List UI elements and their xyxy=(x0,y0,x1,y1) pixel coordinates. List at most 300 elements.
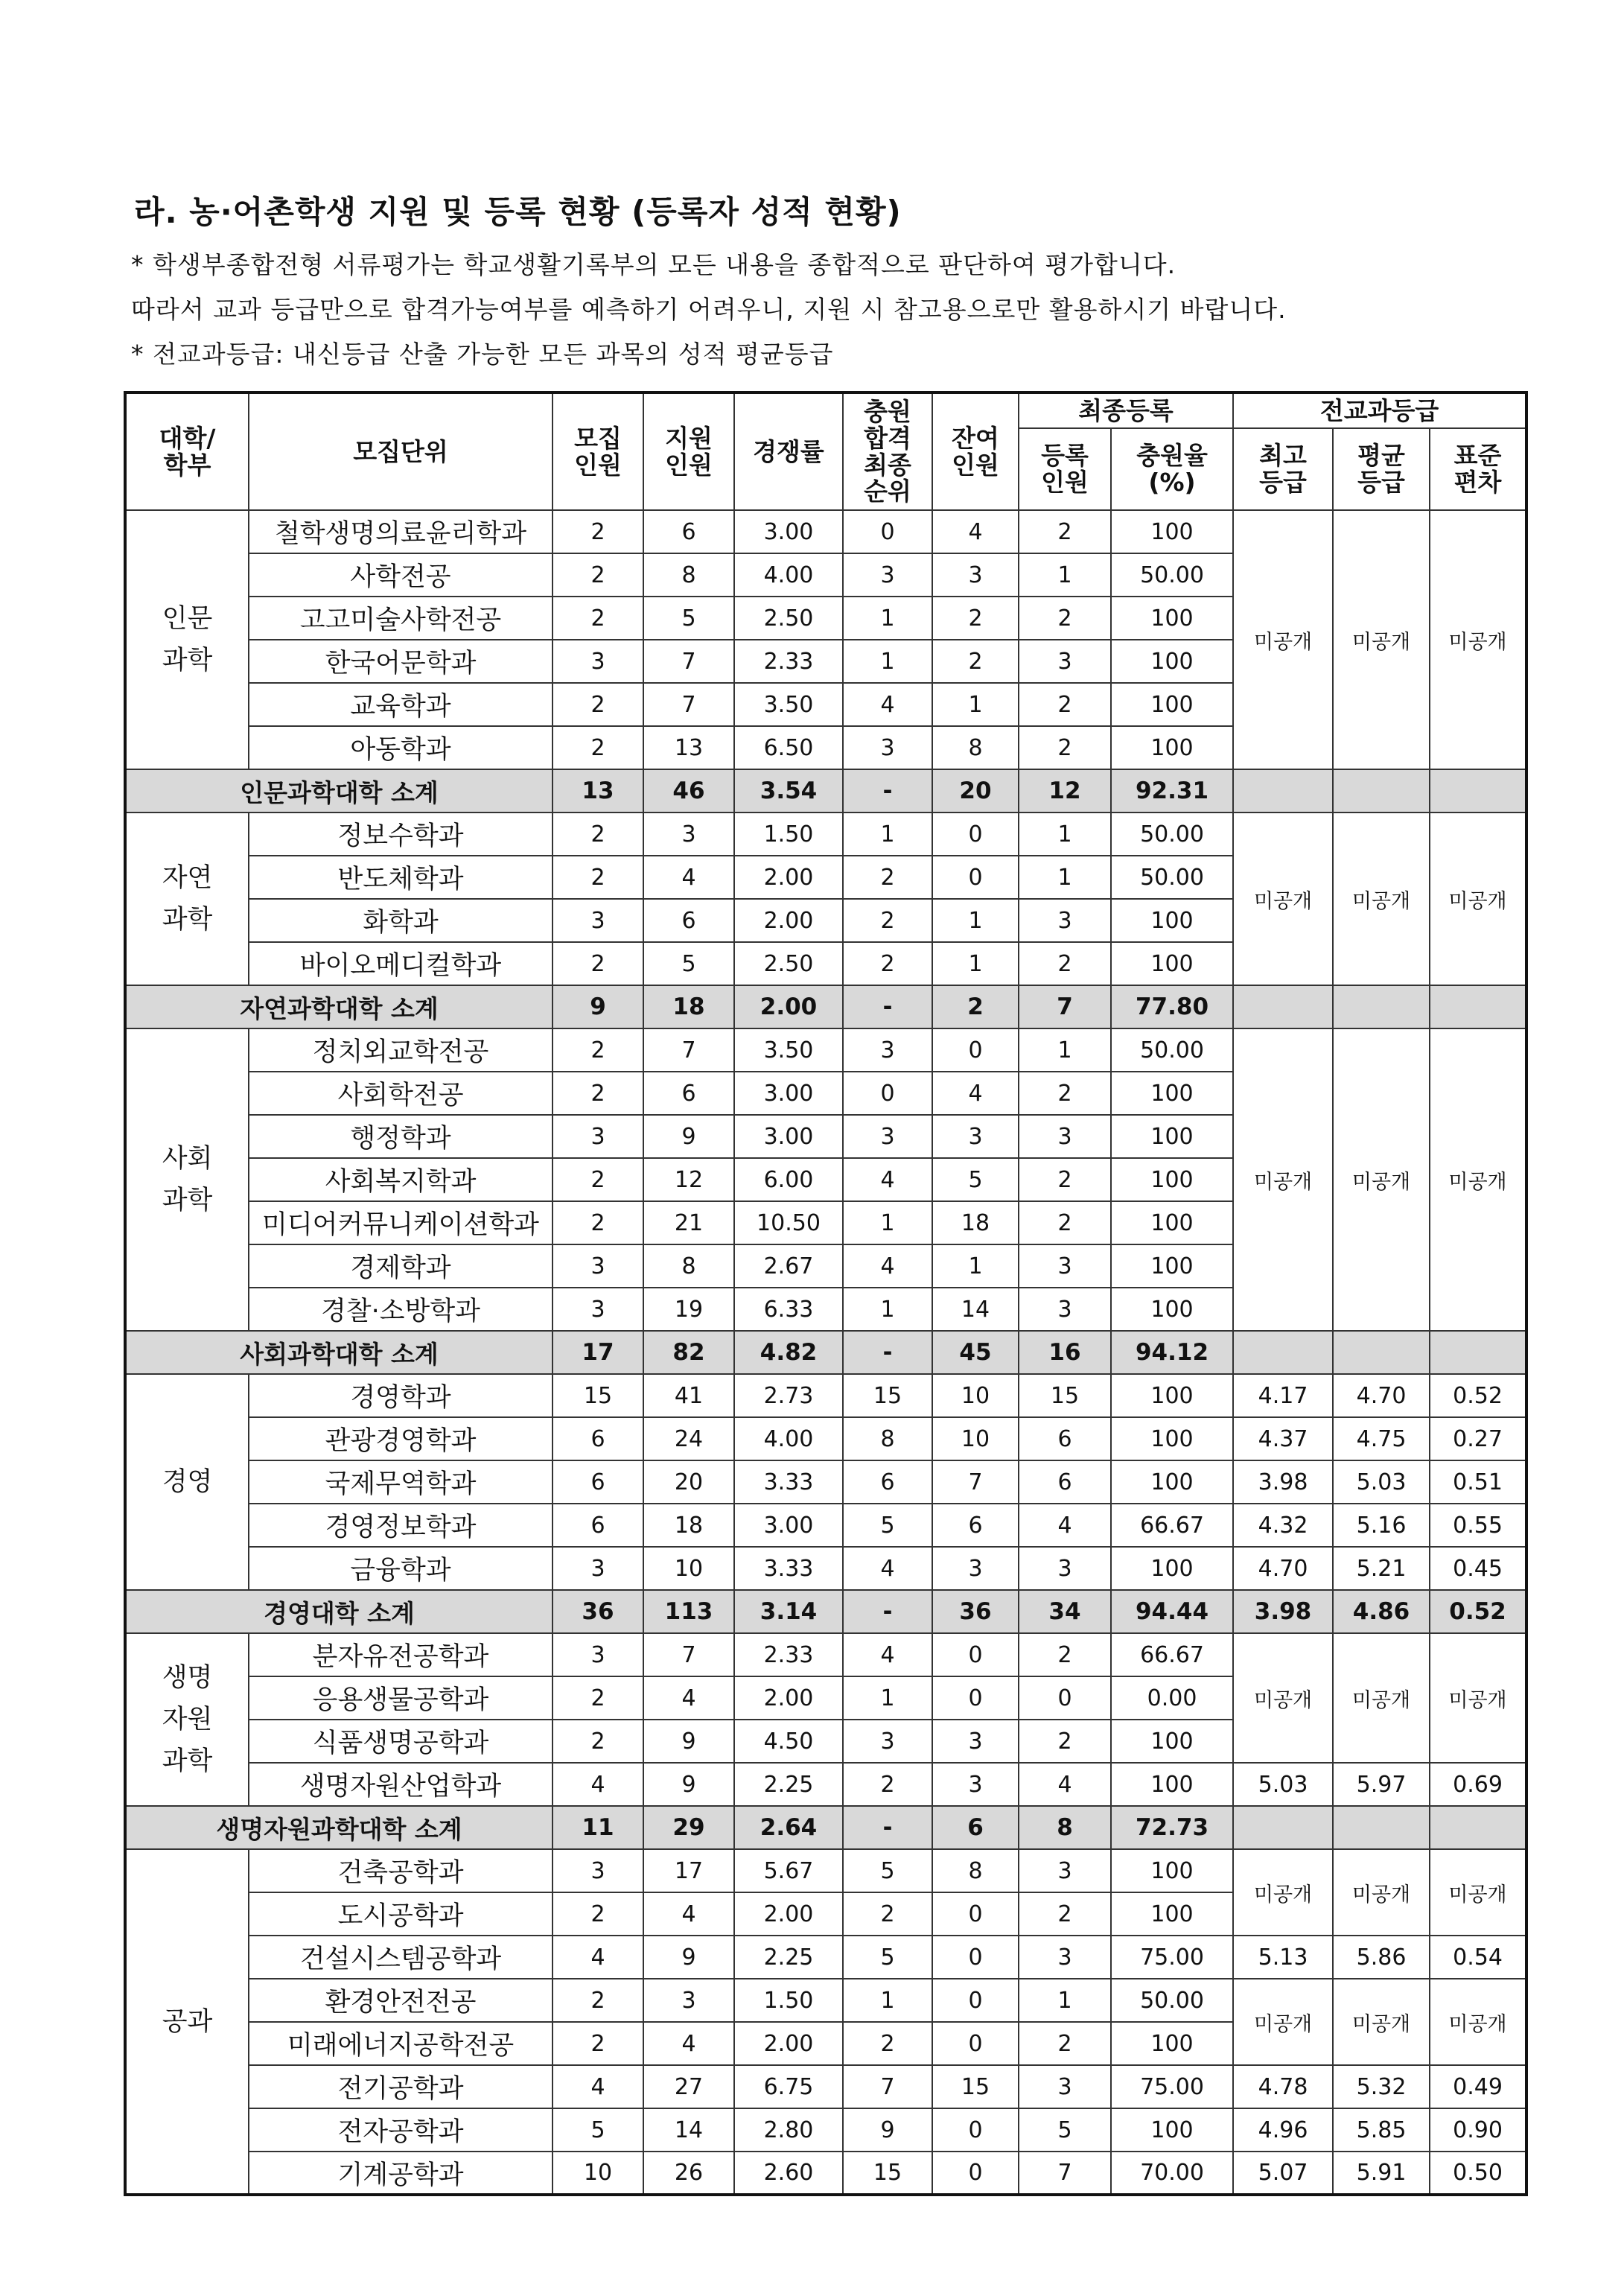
subtotal-cell: 2 xyxy=(932,985,1019,1028)
subtotal-row xyxy=(125,1806,1526,1849)
header-std-deviation: 표준 편차 xyxy=(1430,428,1526,510)
registered-count-cell: 1 xyxy=(1019,1028,1111,1072)
applicants-cell: 8 xyxy=(643,1244,734,1288)
remaining-cell: 7 xyxy=(932,1460,1019,1504)
waitlist-rank-cell: 2 xyxy=(843,856,932,899)
ratio-cell: 1.50 xyxy=(734,812,843,856)
registered-count-cell: 6 xyxy=(1019,1417,1111,1460)
unit-name: 바이오메디컬학과 xyxy=(249,942,553,985)
subtotal-cell: 113 xyxy=(643,1590,734,1633)
remaining-cell: 3 xyxy=(932,1547,1019,1590)
applicants-cell: 18 xyxy=(643,1504,734,1547)
table-row xyxy=(125,1633,1526,1676)
header-average-grade: 평균 등급 xyxy=(1333,428,1430,510)
waitlist-rank-cell: 1 xyxy=(843,1288,932,1331)
remaining-cell: 1 xyxy=(932,899,1019,942)
applicants-cell: 14 xyxy=(643,2108,734,2152)
ratio-cell: 6.00 xyxy=(734,1158,843,1201)
avg-grade-cell: 5.03 xyxy=(1333,1460,1430,1504)
quota-cell: 4 xyxy=(553,2065,643,2108)
std-dev-cell: 0.50 xyxy=(1430,2152,1526,2195)
quota-cell: 2 xyxy=(553,1028,643,1072)
fill-rate-cell: 100 xyxy=(1111,1720,1233,1763)
waitlist-rank-cell: 4 xyxy=(843,1547,932,1590)
subtotal-cell: 8 xyxy=(1019,1806,1111,1849)
subtotal-cell: 6 xyxy=(932,1806,1019,1849)
subtotal-cell: 4.82 xyxy=(734,1331,843,1374)
subtotal-cell: - xyxy=(843,1331,932,1374)
subtotal-cell xyxy=(1430,1331,1526,1374)
subtotal-label: 경영대학 소계 xyxy=(125,1590,553,1633)
unit-name: 화학과 xyxy=(249,899,553,942)
subtotal-cell xyxy=(1233,1331,1333,1374)
ratio-cell: 2.00 xyxy=(734,899,843,942)
remaining-cell: 4 xyxy=(932,510,1019,553)
fill-rate-cell: 66.67 xyxy=(1111,1633,1233,1676)
std-dev-cell: 0.52 xyxy=(1430,1374,1526,1417)
unit-name: 전자공학과 xyxy=(249,2108,553,2152)
subtotal-cell: 36 xyxy=(932,1590,1019,1633)
quota-cell: 10 xyxy=(553,2152,643,2195)
fill-rate-cell: 100 xyxy=(1111,1072,1233,1115)
admission-table xyxy=(124,391,1528,2196)
registered-count-cell: 3 xyxy=(1019,2065,1111,2108)
avg-grade-cell: 5.32 xyxy=(1333,2065,1430,2108)
waitlist-rank-cell: 3 xyxy=(843,553,932,597)
subtotal-cell: 3.54 xyxy=(734,769,843,812)
applicants-cell: 7 xyxy=(643,640,734,683)
subtotal-cell xyxy=(1333,985,1430,1028)
std-dev-cell: 0.54 xyxy=(1430,1936,1526,1979)
ratio-cell: 6.33 xyxy=(734,1288,843,1331)
quota-cell: 3 xyxy=(553,1547,643,1590)
unit-name: 아동학과 xyxy=(249,726,553,769)
subtotal-cell: 13 xyxy=(553,769,643,812)
quota-cell: 2 xyxy=(553,1201,643,1244)
waitlist-rank-cell: 1 xyxy=(843,1979,932,2022)
quota-cell: 5 xyxy=(553,2108,643,2152)
avg-grade-cell: 미공개 xyxy=(1333,1633,1430,1763)
subtotal-cell: 77.80 xyxy=(1111,985,1233,1028)
subtotal-cell: 92.31 xyxy=(1111,769,1233,812)
subtotal-cell: 12 xyxy=(1019,769,1111,812)
subtotal-cell: 72.73 xyxy=(1111,1806,1233,1849)
registered-count-cell: 1 xyxy=(1019,1979,1111,2022)
subtotal-cell: 0.52 xyxy=(1430,1590,1526,1633)
std-dev-cell: 0.90 xyxy=(1430,2108,1526,2152)
quota-cell: 2 xyxy=(553,2022,643,2065)
subtotal-cell: 20 xyxy=(932,769,1019,812)
subtotal-row xyxy=(125,1331,1526,1374)
subtotal-cell: 2.64 xyxy=(734,1806,843,1849)
applicants-cell: 6 xyxy=(643,510,734,553)
quota-cell: 2 xyxy=(553,1158,643,1201)
college-name: 인문 과학 xyxy=(125,510,249,769)
remaining-cell: 5 xyxy=(932,1158,1019,1201)
avg-grade-cell: 5.85 xyxy=(1333,2108,1430,2152)
remaining-cell: 0 xyxy=(932,1979,1019,2022)
waitlist-rank-cell: 8 xyxy=(843,1417,932,1460)
ratio-cell: 2.00 xyxy=(734,1892,843,1936)
max-grade-cell: 5.13 xyxy=(1233,1936,1333,1979)
std-dev-cell: 미공개 xyxy=(1430,1633,1526,1763)
unit-name: 정치외교학전공 xyxy=(249,1028,553,1072)
table-row xyxy=(125,1936,1526,1979)
registered-count-cell: 1 xyxy=(1019,856,1111,899)
waitlist-rank-cell: 15 xyxy=(843,1374,932,1417)
table-row xyxy=(125,1460,1526,1504)
fill-rate-cell: 100 xyxy=(1111,1158,1233,1201)
waitlist-rank-cell: 4 xyxy=(843,1158,932,1201)
subtotal-row xyxy=(125,1590,1526,1633)
remaining-cell: 15 xyxy=(932,2065,1019,2108)
fill-rate-cell: 66.67 xyxy=(1111,1504,1233,1547)
registered-count-cell: 2 xyxy=(1019,1072,1111,1115)
applicants-cell: 9 xyxy=(643,1720,734,1763)
max-grade-cell: 4.32 xyxy=(1233,1504,1333,1547)
remaining-cell: 0 xyxy=(932,1676,1019,1720)
subtotal-label: 생명자원과학대학 소계 xyxy=(125,1806,553,1849)
applicants-cell: 10 xyxy=(643,1547,734,1590)
registered-count-cell: 3 xyxy=(1019,1244,1111,1288)
remaining-cell: 0 xyxy=(932,812,1019,856)
ratio-cell: 3.33 xyxy=(734,1460,843,1504)
quota-cell: 2 xyxy=(553,553,643,597)
ratio-cell: 2.80 xyxy=(734,2108,843,2152)
quota-cell: 2 xyxy=(553,942,643,985)
applicants-cell: 20 xyxy=(643,1460,734,1504)
registered-count-cell: 2 xyxy=(1019,1201,1111,1244)
waitlist-rank-cell: 5 xyxy=(843,1504,932,1547)
applicants-cell: 9 xyxy=(643,1936,734,1979)
unit-name: 교육학과 xyxy=(249,683,553,726)
waitlist-rank-cell: 6 xyxy=(843,1460,932,1504)
applicants-cell: 4 xyxy=(643,1892,734,1936)
unit-name: 전기공학과 xyxy=(249,2065,553,2108)
unit-name: 건축공학과 xyxy=(249,1849,553,1892)
std-dev-cell: 0.27 xyxy=(1430,1417,1526,1460)
avg-grade-cell: 4.70 xyxy=(1333,1374,1430,1417)
ratio-cell: 5.67 xyxy=(734,1849,843,1892)
applicants-cell: 26 xyxy=(643,2152,734,2195)
std-dev-cell: 미공개 xyxy=(1430,510,1526,769)
ratio-cell: 3.50 xyxy=(734,683,843,726)
subtotal-cell: 11 xyxy=(553,1806,643,1849)
max-grade-cell: 4.78 xyxy=(1233,2065,1333,2108)
fill-rate-cell: 100 xyxy=(1111,726,1233,769)
fill-rate-cell: 0.00 xyxy=(1111,1676,1233,1720)
subtotal-cell: 16 xyxy=(1019,1331,1111,1374)
registered-count-cell: 3 xyxy=(1019,1115,1111,1158)
subtotal-cell: - xyxy=(843,1590,932,1633)
header-waitlist-rank: 충원 합격 최종 순위 xyxy=(843,392,932,510)
fill-rate-cell: 100 xyxy=(1111,1115,1233,1158)
subtotal-cell xyxy=(1333,769,1430,812)
subtotal-label: 자연과학대학 소계 xyxy=(125,985,553,1028)
ratio-cell: 2.00 xyxy=(734,2022,843,2065)
unit-name: 정보수학과 xyxy=(249,812,553,856)
avg-grade-cell: 5.21 xyxy=(1333,1547,1430,1590)
fill-rate-cell: 100 xyxy=(1111,1892,1233,1936)
max-grade-cell: 4.37 xyxy=(1233,1417,1333,1460)
std-dev-cell: 미공개 xyxy=(1430,1028,1526,1331)
waitlist-rank-cell: 9 xyxy=(843,2108,932,2152)
max-grade-cell: 미공개 xyxy=(1233,1849,1333,1936)
quota-cell: 3 xyxy=(553,1244,643,1288)
applicants-cell: 6 xyxy=(643,899,734,942)
remaining-cell: 1 xyxy=(932,683,1019,726)
unit-name: 응용생물공학과 xyxy=(249,1676,553,1720)
unit-name: 한국어문학과 xyxy=(249,640,553,683)
note-evaluation: * 학생부종합전형 서류평가는 학교생활기록부의 모든 내용을 종합적으로 판단하여 평가합니다. xyxy=(131,250,1176,279)
unit-name: 식품생명공학과 xyxy=(249,1720,553,1763)
waitlist-rank-cell: 2 xyxy=(843,942,932,985)
waitlist-rank-cell: 2 xyxy=(843,899,932,942)
waitlist-rank-cell: 4 xyxy=(843,1633,932,1676)
avg-grade-cell: 미공개 xyxy=(1333,1849,1430,1936)
registered-count-cell: 2 xyxy=(1019,942,1111,985)
quota-cell: 2 xyxy=(553,597,643,640)
ratio-cell: 10.50 xyxy=(734,1201,843,1244)
waitlist-rank-cell: 1 xyxy=(843,1201,932,1244)
unit-name: 경제학과 xyxy=(249,1244,553,1288)
remaining-cell: 8 xyxy=(932,726,1019,769)
applicants-cell: 3 xyxy=(643,1979,734,2022)
fill-rate-cell: 100 xyxy=(1111,1763,1233,1806)
applicants-cell: 6 xyxy=(643,1072,734,1115)
max-grade-cell: 5.03 xyxy=(1233,1763,1333,1806)
fill-rate-cell: 100 xyxy=(1111,640,1233,683)
applicants-cell: 4 xyxy=(643,1676,734,1720)
fill-rate-cell: 100 xyxy=(1111,683,1233,726)
waitlist-rank-cell: 2 xyxy=(843,2022,932,2065)
registered-count-cell: 5 xyxy=(1019,2108,1111,2152)
max-grade-cell: 5.07 xyxy=(1233,2152,1333,2195)
table-row xyxy=(125,1374,1526,1417)
subtotal-cell: - xyxy=(843,1806,932,1849)
quota-cell: 2 xyxy=(553,510,643,553)
std-dev-cell: 0.51 xyxy=(1430,1460,1526,1504)
table-row xyxy=(125,1417,1526,1460)
fill-rate-cell: 100 xyxy=(1111,899,1233,942)
applicants-cell: 8 xyxy=(643,553,734,597)
unit-name: 금융학과 xyxy=(249,1547,553,1590)
table-body xyxy=(125,510,1526,2195)
registered-count-cell: 2 xyxy=(1019,597,1111,640)
registered-count-cell: 0 xyxy=(1019,1676,1111,1720)
registered-count-cell: 2 xyxy=(1019,1892,1111,1936)
table-row xyxy=(125,1547,1526,1590)
fill-rate-cell: 100 xyxy=(1111,597,1233,640)
unit-name: 고고미술사학전공 xyxy=(249,597,553,640)
quota-cell: 2 xyxy=(553,1979,643,2022)
fill-rate-cell: 100 xyxy=(1111,1374,1233,1417)
subtotal-cell xyxy=(1333,1331,1430,1374)
subtotal-cell xyxy=(1430,769,1526,812)
applicants-cell: 21 xyxy=(643,1201,734,1244)
subtotal-cell: 18 xyxy=(643,985,734,1028)
fill-rate-cell: 50.00 xyxy=(1111,812,1233,856)
header-all-subject-grade: 전교과등급 xyxy=(1233,392,1526,428)
avg-grade-cell: 미공개 xyxy=(1333,510,1430,769)
subtotal-cell xyxy=(1430,1806,1526,1849)
remaining-cell: 14 xyxy=(932,1288,1019,1331)
avg-grade-cell: 5.91 xyxy=(1333,2152,1430,2195)
applicants-cell: 9 xyxy=(643,1763,734,1806)
college-name: 공과 xyxy=(125,1849,249,2195)
ratio-cell: 2.60 xyxy=(734,2152,843,2195)
subtotal-cell: 7 xyxy=(1019,985,1111,1028)
applicants-cell: 3 xyxy=(643,812,734,856)
unit-name: 경영정보학과 xyxy=(249,1504,553,1547)
table-row xyxy=(125,510,1526,553)
applicants-cell: 5 xyxy=(643,597,734,640)
unit-name: 경찰·소방학과 xyxy=(249,1288,553,1331)
registered-count-cell: 2 xyxy=(1019,1633,1111,1676)
fill-rate-cell: 50.00 xyxy=(1111,1028,1233,1072)
fill-rate-cell: 100 xyxy=(1111,1547,1233,1590)
std-dev-cell: 미공개 xyxy=(1430,812,1526,985)
applicants-cell: 41 xyxy=(643,1374,734,1417)
fill-rate-cell: 100 xyxy=(1111,1201,1233,1244)
unit-name: 분자유전공학과 xyxy=(249,1633,553,1676)
fill-rate-cell: 100 xyxy=(1111,942,1233,985)
waitlist-rank-cell: 2 xyxy=(843,1763,932,1806)
max-grade-cell: 4.17 xyxy=(1233,1374,1333,1417)
college-name: 경영 xyxy=(125,1374,249,1590)
remaining-cell: 0 xyxy=(932,2022,1019,2065)
waitlist-rank-cell: 1 xyxy=(843,597,932,640)
table-row xyxy=(125,1763,1526,1806)
std-dev-cell: 0.55 xyxy=(1430,1504,1526,1547)
fill-rate-cell: 100 xyxy=(1111,1417,1233,1460)
std-dev-cell: 미공개 xyxy=(1430,1979,1526,2065)
max-grade-cell: 4.70 xyxy=(1233,1547,1333,1590)
page-title: 라. 농·어촌학생 지원 및 등록 현황 (등록자 성적 현황) xyxy=(134,194,902,230)
unit-name: 사회복지학과 xyxy=(249,1158,553,1201)
header-applicants: 지원 인원 xyxy=(643,392,734,510)
remaining-cell: 0 xyxy=(932,1028,1019,1072)
fill-rate-cell: 75.00 xyxy=(1111,2065,1233,2108)
quota-cell: 6 xyxy=(553,1504,643,1547)
waitlist-rank-cell: 3 xyxy=(843,1028,932,1072)
subtotal-label: 인문과학대학 소계 xyxy=(125,769,553,812)
avg-grade-cell: 5.86 xyxy=(1333,1936,1430,1979)
remaining-cell: 0 xyxy=(932,1936,1019,1979)
ratio-cell: 3.33 xyxy=(734,1547,843,1590)
remaining-cell: 0 xyxy=(932,1633,1019,1676)
remaining-cell: 1 xyxy=(932,1244,1019,1288)
fill-rate-cell: 100 xyxy=(1111,1288,1233,1331)
waitlist-rank-cell: 0 xyxy=(843,510,932,553)
header-college: 대학/ 학부 xyxy=(125,392,249,510)
subtotal-row xyxy=(125,985,1526,1028)
quota-cell: 2 xyxy=(553,1892,643,1936)
ratio-cell: 3.00 xyxy=(734,1072,843,1115)
ratio-cell: 3.50 xyxy=(734,1028,843,1072)
quota-cell: 3 xyxy=(553,1115,643,1158)
registered-count-cell: 2 xyxy=(1019,726,1111,769)
applicants-cell: 5 xyxy=(643,942,734,985)
remaining-cell: 0 xyxy=(932,856,1019,899)
waitlist-rank-cell: 3 xyxy=(843,1115,932,1158)
subtotal-cell: 82 xyxy=(643,1331,734,1374)
registered-count-cell: 3 xyxy=(1019,1288,1111,1331)
registered-count-cell: 1 xyxy=(1019,812,1111,856)
waitlist-rank-cell: 7 xyxy=(843,2065,932,2108)
avg-grade-cell: 4.75 xyxy=(1333,1417,1430,1460)
waitlist-rank-cell: 4 xyxy=(843,683,932,726)
unit-name: 미래에너지공학전공 xyxy=(249,2022,553,2065)
ratio-cell: 1.50 xyxy=(734,1979,843,2022)
applicants-cell: 9 xyxy=(643,1115,734,1158)
remaining-cell: 6 xyxy=(932,1504,1019,1547)
registered-count-cell: 2 xyxy=(1019,1720,1111,1763)
header-max-grade: 최고 등급 xyxy=(1233,428,1333,510)
remaining-cell: 2 xyxy=(932,640,1019,683)
table-row xyxy=(125,2065,1526,2108)
quota-cell: 6 xyxy=(553,1460,643,1504)
fill-rate-cell: 70.00 xyxy=(1111,2152,1233,2195)
applicants-cell: 4 xyxy=(643,2022,734,2065)
waitlist-rank-cell: 15 xyxy=(843,2152,932,2195)
remaining-cell: 1 xyxy=(932,942,1019,985)
ratio-cell: 4.50 xyxy=(734,1720,843,1763)
registered-count-cell: 2 xyxy=(1019,510,1111,553)
registered-count-cell: 3 xyxy=(1019,1547,1111,1590)
waitlist-rank-cell: 3 xyxy=(843,1720,932,1763)
applicants-cell: 12 xyxy=(643,1158,734,1201)
subtotal-cell xyxy=(1233,1806,1333,1849)
ratio-cell: 2.67 xyxy=(734,1244,843,1288)
ratio-cell: 3.00 xyxy=(734,1115,843,1158)
applicants-cell: 13 xyxy=(643,726,734,769)
unit-name: 도시공학과 xyxy=(249,1892,553,1936)
waitlist-rank-cell: 1 xyxy=(843,812,932,856)
remaining-cell: 10 xyxy=(932,1417,1019,1460)
applicants-cell: 27 xyxy=(643,2065,734,2108)
college-name: 생명 자원 과학 xyxy=(125,1633,249,1806)
std-dev-cell: 0.69 xyxy=(1430,1763,1526,1806)
unit-name: 반도체학과 xyxy=(249,856,553,899)
applicants-cell: 7 xyxy=(643,683,734,726)
registered-count-cell: 2 xyxy=(1019,683,1111,726)
remaining-cell: 3 xyxy=(932,553,1019,597)
std-dev-cell: 0.49 xyxy=(1430,2065,1526,2108)
subtotal-cell: 9 xyxy=(553,985,643,1028)
ratio-cell: 2.50 xyxy=(734,597,843,640)
applicants-cell: 19 xyxy=(643,1288,734,1331)
fill-rate-cell: 100 xyxy=(1111,1460,1233,1504)
remaining-cell: 8 xyxy=(932,1849,1019,1892)
table-row xyxy=(125,1028,1526,1072)
table-row xyxy=(125,2152,1526,2195)
subtotal-cell: 17 xyxy=(553,1331,643,1374)
unit-name: 사학전공 xyxy=(249,553,553,597)
waitlist-rank-cell: 1 xyxy=(843,640,932,683)
ratio-cell: 2.50 xyxy=(734,942,843,985)
subtotal-row xyxy=(125,769,1526,812)
header-registered-count: 등록 인원 xyxy=(1019,428,1111,510)
unit-name: 환경안전전공 xyxy=(249,1979,553,2022)
remaining-cell: 4 xyxy=(932,1072,1019,1115)
subtotal-cell: - xyxy=(843,769,932,812)
subtotal-label: 사회과학대학 소계 xyxy=(125,1331,553,1374)
applicants-cell: 17 xyxy=(643,1849,734,1892)
quota-cell: 2 xyxy=(553,1720,643,1763)
waitlist-rank-cell: 2 xyxy=(843,1892,932,1936)
fill-rate-cell: 50.00 xyxy=(1111,553,1233,597)
